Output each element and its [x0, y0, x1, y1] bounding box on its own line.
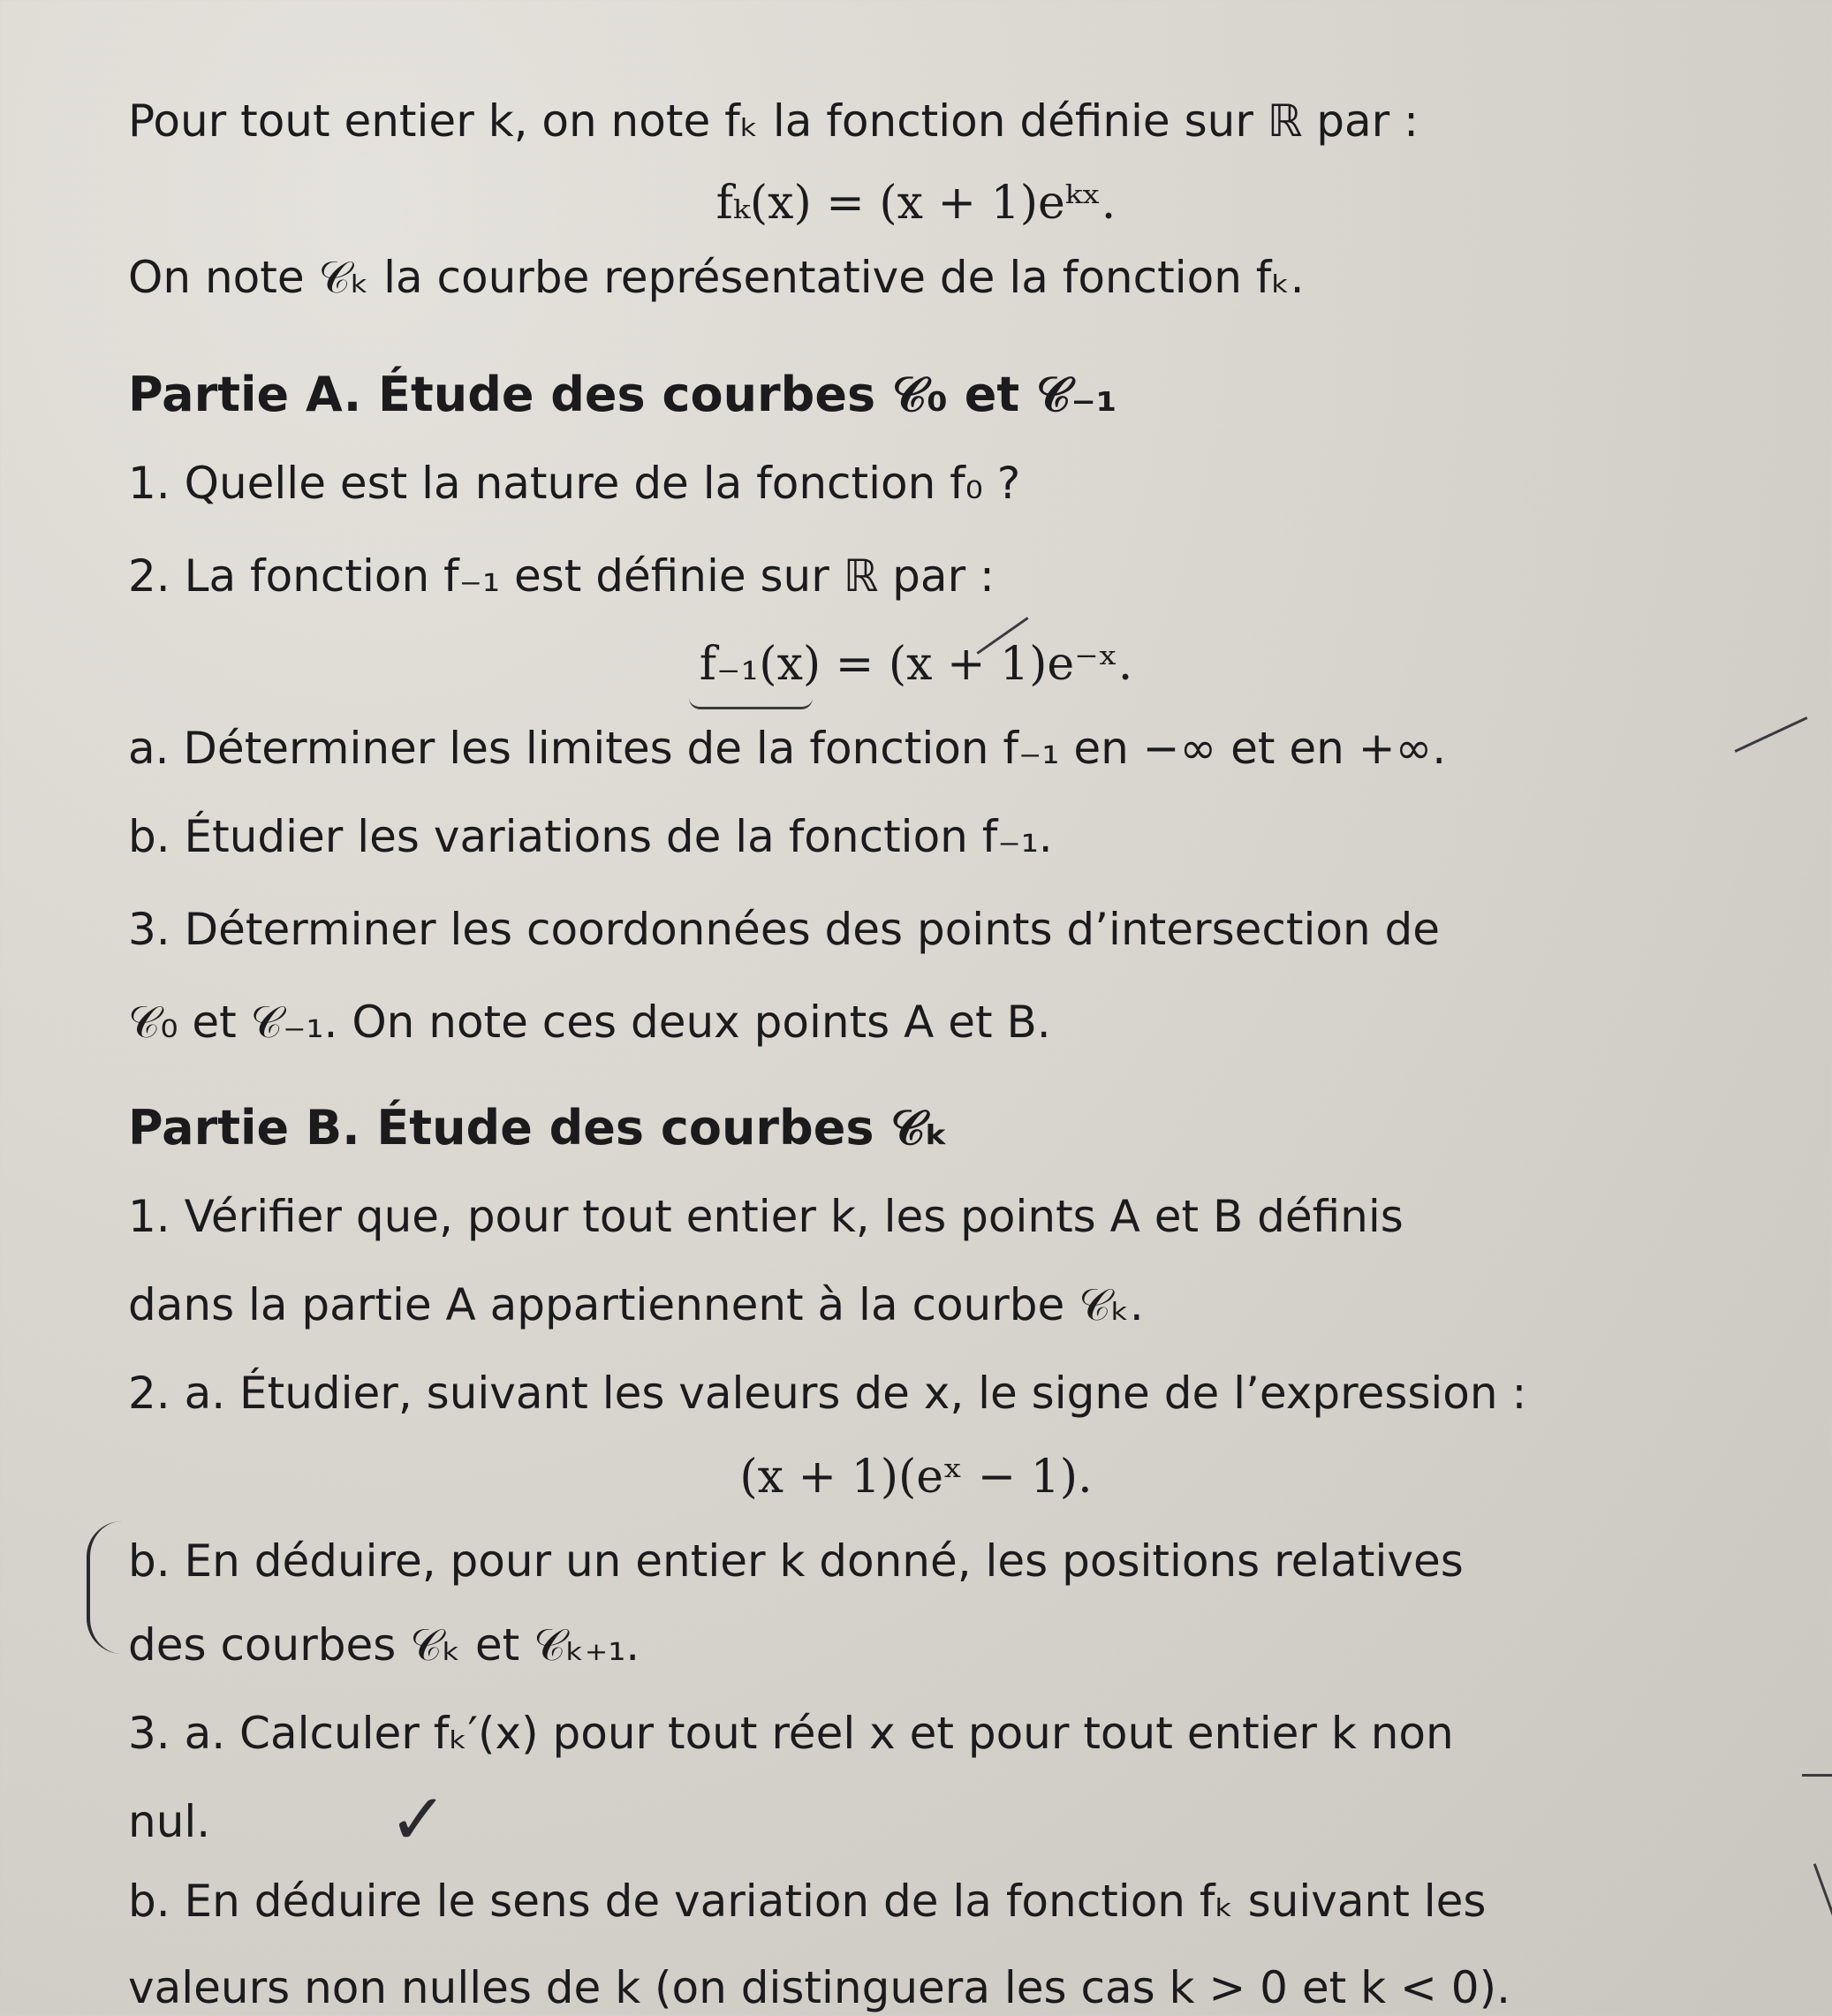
intro-line-1: Pour tout entier k, on note fₖ la fonction définie sur ℝ par : — [128, 95, 1419, 147]
intro-line-2: On note 𝒞ₖ la courbe représentative de la fonction fₖ. — [128, 252, 1305, 303]
handwritten-check-icon: ✓ — [389, 1778, 449, 1861]
margin-stroke-4 — [1813, 1863, 1832, 1955]
part-a-question-2: 2. La fonction f₋₁ est définie sur ℝ par : — [128, 550, 995, 602]
part-b-question-2b-line-1: b. En déduire, pour un entier k donné, les positions relatives — [128, 1535, 1464, 1587]
part-b-question-1-line-2: dans la partie A appartiennent à la courbe 𝒞ₖ. — [128, 1279, 1144, 1330]
part-b-question-1-line-1: 1. Vérifier que, pour tout entier k, les points A et B définis — [128, 1191, 1404, 1242]
margin-stroke-3 — [1802, 1774, 1832, 1777]
margin-stroke-2 — [1735, 716, 1808, 753]
part-a-heading: Partie A. Étude des courbes 𝒞₀ et 𝒞₋₁ — [128, 367, 1117, 422]
part-b-question-3a-line-1: 3. a. Calculer fₖ′(x) pour tout réel x et pour tout entier k non — [128, 1708, 1454, 1759]
part-a-question-1: 1. Quelle est la nature de la fonction f₀ ? — [128, 458, 1021, 509]
intro-formula: fₖ(x) = (x + 1)eᵏˣ. — [715, 177, 1117, 230]
part-a-question-2a: a. Déterminer les limites de la fonction f₋₁ en −∞ et en +∞. — [128, 723, 1447, 774]
part-b-question-2a-formula: (x + 1)(eˣ − 1). — [739, 1451, 1093, 1504]
part-a-question-2-formula: f₋₁(x) = (x + 1)e⁻ˣ. — [699, 638, 1133, 691]
part-b-question-3b-line-2: valeurs non nulles de k (on distinguera les cas k > 0 et k < 0). — [128, 1962, 1510, 2013]
part-a-question-3-line-2: 𝒞₀ et 𝒞₋₁. On note ces deux points A et B. — [128, 997, 1051, 1048]
part-b-heading: Partie B. Étude des courbes 𝒞ₖ — [128, 1100, 949, 1156]
part-b-question-3a-line-2: nul. — [128, 1796, 211, 1847]
part-b-question-2a: 2. a. Étudier, suivant les valeurs de x, le signe de l’expression : — [128, 1368, 1527, 1419]
handwritten-bracket — [87, 1521, 125, 1654]
part-b-question-2b-line-2: des courbes 𝒞ₖ et 𝒞ₖ₊₁. — [128, 1619, 640, 1671]
part-a-question-3-line-1: 3. Déterminer les coordonnées des points d’intersection de — [128, 904, 1441, 955]
part-a-question-2b: b. Étudier les variations de la fonction f₋₁. — [128, 811, 1053, 862]
part-b-question-3b-line-1: b. En déduire le sens de variation de la fonction fₖ suivant les — [128, 1876, 1487, 1927]
handwritten-underline — [689, 698, 813, 709]
